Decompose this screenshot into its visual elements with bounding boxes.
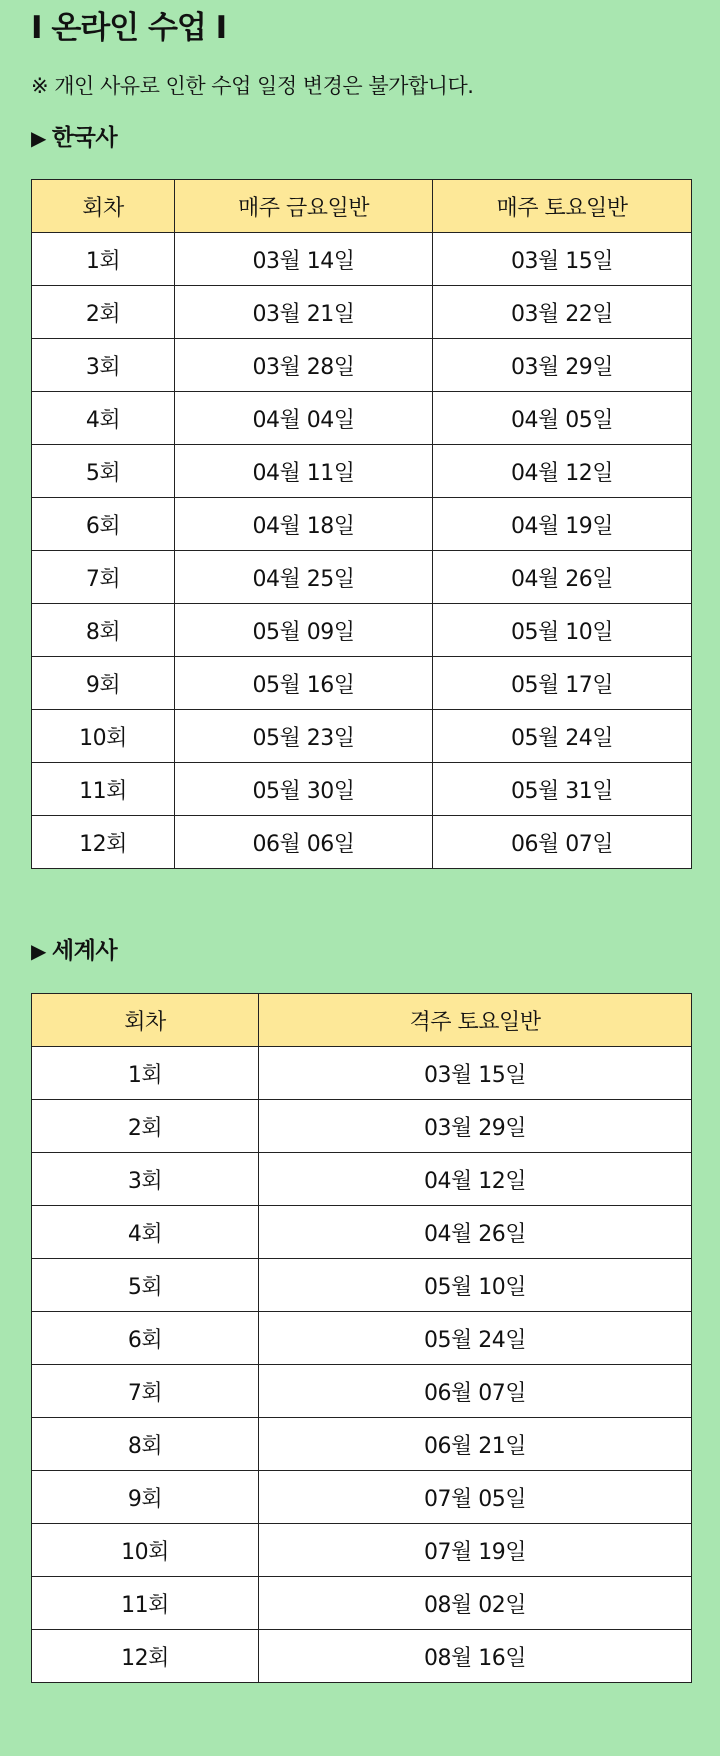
section-heading-label: 한국사	[51, 125, 118, 151]
session-number-cell: 6회	[32, 1312, 259, 1365]
date-cell: 04월 26일	[433, 551, 692, 604]
date-cell: 05월 16일	[175, 657, 433, 710]
table-row	[32, 445, 692, 498]
column-header: 격주 토요일반	[259, 994, 692, 1047]
table-row	[32, 710, 692, 763]
session-number-cell: 9회	[32, 657, 175, 710]
table-row	[32, 1312, 692, 1365]
date-cell: 05월 23일	[175, 710, 433, 763]
table-header-row	[32, 180, 692, 233]
session-number-cell: 2회	[32, 286, 175, 339]
date-cell: 08월 16일	[259, 1630, 692, 1683]
triangle-right-icon: ▶	[31, 939, 46, 963]
table-row	[32, 1259, 692, 1312]
date-cell: 05월 31일	[433, 763, 692, 816]
session-number-cell: 3회	[32, 339, 175, 392]
session-number-cell: 4회	[32, 1206, 259, 1259]
session-number-cell: 8회	[32, 1418, 259, 1471]
date-cell: 05월 10일	[259, 1259, 692, 1312]
session-number-cell: 1회	[32, 1047, 259, 1100]
session-number-cell: 7회	[32, 551, 175, 604]
table-row	[32, 1365, 692, 1418]
triangle-right-icon: ▶	[31, 126, 46, 150]
table-body	[32, 233, 692, 869]
date-cell: 05월 10일	[433, 604, 692, 657]
table-row	[32, 604, 692, 657]
date-cell: 06월 07일	[259, 1365, 692, 1418]
table-row	[32, 551, 692, 604]
table-header	[32, 994, 692, 1047]
date-cell: 05월 17일	[433, 657, 692, 710]
section-heading-label: 세계사	[51, 938, 118, 964]
date-cell: 03월 29일	[259, 1100, 692, 1153]
session-number-cell: 5회	[32, 445, 175, 498]
session-number-cell: 11회	[32, 1577, 259, 1630]
table-row	[32, 1630, 692, 1683]
date-cell: 04월 04일	[175, 392, 433, 445]
column-header: 매주 금요일반	[175, 180, 433, 233]
session-number-cell: 8회	[32, 604, 175, 657]
session-number-cell: 5회	[32, 1259, 259, 1312]
table-row	[32, 1153, 692, 1206]
date-cell: 05월 24일	[433, 710, 692, 763]
table-row	[32, 763, 692, 816]
date-cell: 06월 07일	[433, 816, 692, 869]
session-number-cell: 1회	[32, 233, 175, 286]
table-row	[32, 233, 692, 286]
date-cell: 04월 11일	[175, 445, 433, 498]
table-row	[32, 1418, 692, 1471]
table-body	[32, 1047, 692, 1683]
date-cell: 03월 29일	[433, 339, 692, 392]
table-row	[32, 392, 692, 445]
table-row	[32, 498, 692, 551]
date-cell: 05월 30일	[175, 763, 433, 816]
korean-history-schedule-table	[31, 179, 692, 869]
session-number-cell: 10회	[32, 1524, 259, 1577]
column-header: 회차	[32, 180, 175, 233]
session-number-cell: 6회	[32, 498, 175, 551]
session-number-cell: 4회	[32, 392, 175, 445]
date-cell: 05월 24일	[259, 1312, 692, 1365]
page-title: I 온라인 수업 I	[31, 10, 227, 46]
table-row	[32, 1577, 692, 1630]
date-cell: 06월 06일	[175, 816, 433, 869]
section-heading-korean-history	[31, 122, 117, 154]
date-cell: 04월 12일	[259, 1153, 692, 1206]
session-number-cell: 9회	[32, 1471, 259, 1524]
table-header-row	[32, 994, 692, 1047]
session-number-cell: 12회	[32, 1630, 259, 1683]
date-cell: 04월 18일	[175, 498, 433, 551]
table-row	[32, 1471, 692, 1524]
session-number-cell: 7회	[32, 1365, 259, 1418]
date-cell: 05월 09일	[175, 604, 433, 657]
session-number-cell: 12회	[32, 816, 175, 869]
date-cell: 03월 22일	[433, 286, 692, 339]
table-row	[32, 816, 692, 869]
date-cell: 04월 19일	[433, 498, 692, 551]
column-header: 회차	[32, 994, 259, 1047]
date-cell: 04월 26일	[259, 1206, 692, 1259]
session-number-cell: 3회	[32, 1153, 259, 1206]
date-cell: 04월 05일	[433, 392, 692, 445]
table-row	[32, 1100, 692, 1153]
table-header	[32, 180, 692, 233]
date-cell: 03월 15일	[433, 233, 692, 286]
table-row	[32, 1206, 692, 1259]
section-heading-world-history	[31, 935, 117, 967]
session-number-cell: 11회	[32, 763, 175, 816]
date-cell: 03월 14일	[175, 233, 433, 286]
table-row	[32, 1047, 692, 1100]
world-history-schedule-table	[31, 993, 692, 1683]
table-row	[32, 286, 692, 339]
session-number-cell: 2회	[32, 1100, 259, 1153]
date-cell: 06월 21일	[259, 1418, 692, 1471]
table-row	[32, 657, 692, 710]
column-header: 매주 토요일반	[433, 180, 692, 233]
date-cell: 07월 05일	[259, 1471, 692, 1524]
date-cell: 04월 25일	[175, 551, 433, 604]
notice-text: ※ 개인 사유로 인한 수업 일정 변경은 불가합니다.	[31, 74, 474, 98]
date-cell: 08월 02일	[259, 1577, 692, 1630]
session-number-cell: 10회	[32, 710, 175, 763]
date-cell: 07월 19일	[259, 1524, 692, 1577]
date-cell: 03월 21일	[175, 286, 433, 339]
date-cell: 04월 12일	[433, 445, 692, 498]
date-cell: 03월 15일	[259, 1047, 692, 1100]
date-cell: 03월 28일	[175, 339, 433, 392]
table-row	[32, 339, 692, 392]
table-row	[32, 1524, 692, 1577]
